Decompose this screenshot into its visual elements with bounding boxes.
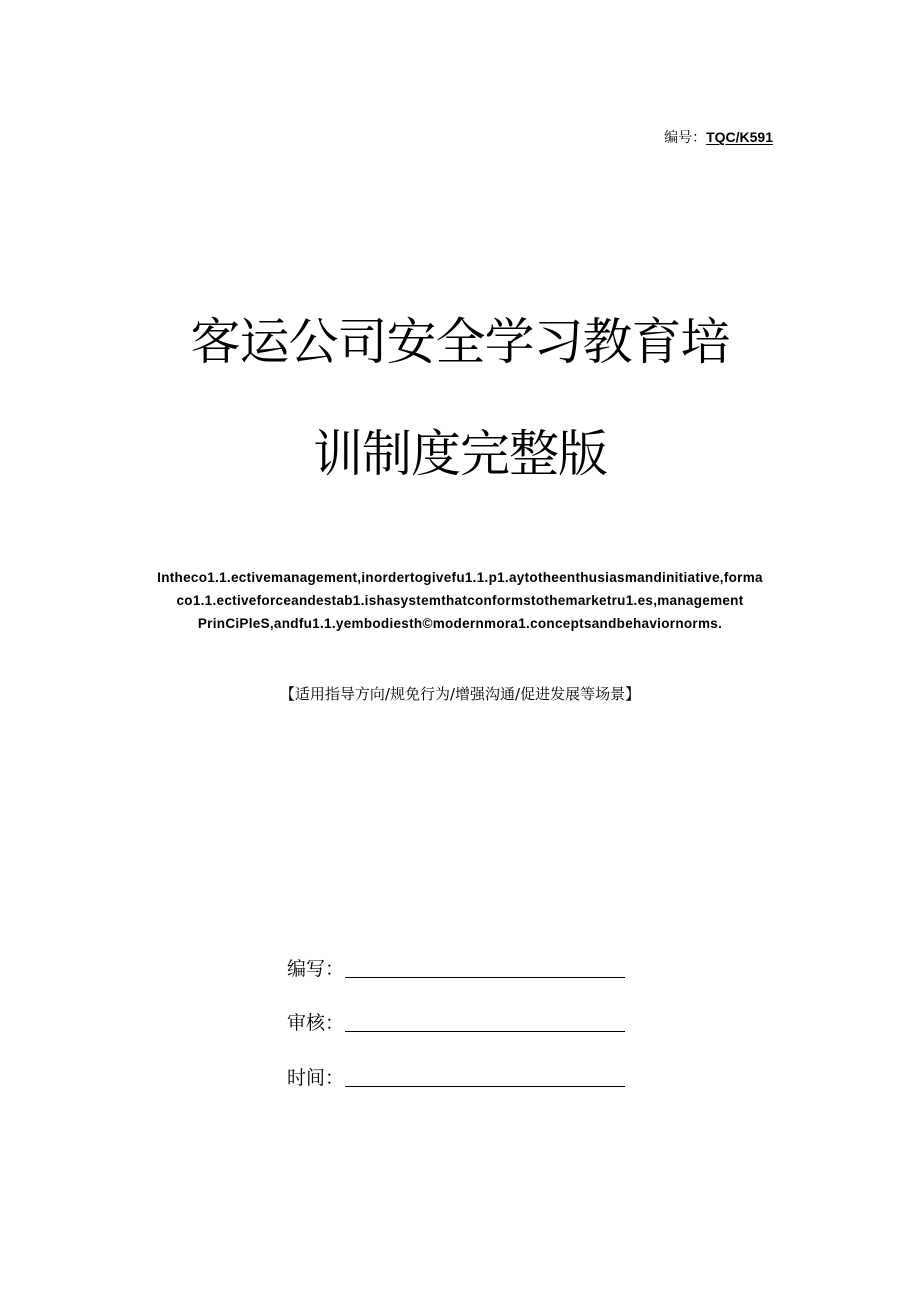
time-signature-line (345, 1086, 625, 1087)
document-number-label: 编号： (664, 130, 707, 146)
reviewer-signature-line (345, 1031, 625, 1032)
author-label: 编写： (287, 958, 345, 980)
document-number-value: TQC/K591 (706, 129, 773, 145)
english-abstract (0, 566, 920, 635)
applicable-scope-note: 【适用指导方向/规免行为/增强沟通/促进发展等场景】 (279, 685, 641, 703)
abstract-line: PrinCiPleS,andfu1.1.yembodiesth©modernmora1.conceptsandbehaviornorms. (197, 616, 723, 631)
reviewer-label: 审核： (287, 1012, 345, 1034)
document-title-line-1: 客运公司安全学习教育培 (190, 313, 730, 371)
time-label: 时间： (287, 1067, 345, 1089)
abstract-line: co1.1.ectiveforceandestab1.ishasystemthatconformstothemarketru1.es,management (176, 593, 744, 608)
author-signature-line (345, 977, 625, 978)
reviewer-signature-row (287, 1006, 625, 1036)
document-title-line-2: 训制度完整版 (313, 425, 607, 483)
time-signature-row (287, 1061, 625, 1091)
author-signature-row (287, 952, 625, 982)
abstract-line: Intheco1.1.ectivemanagement,inordertogivefu1.1.p1.aytotheenthusiasmandinitiative,forma (157, 570, 763, 585)
document-number (664, 127, 773, 148)
